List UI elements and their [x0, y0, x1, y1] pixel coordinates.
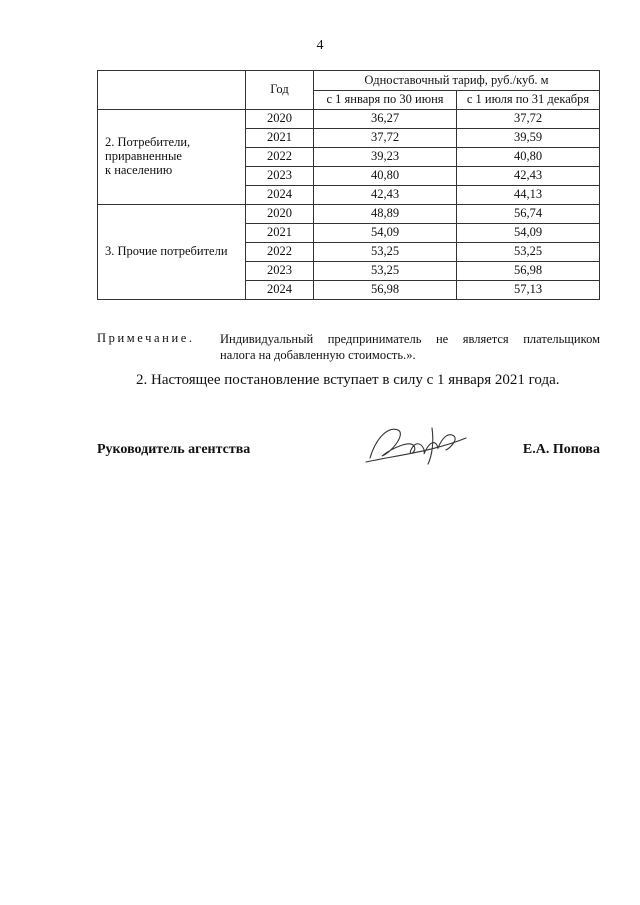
year-cell: 2021: [246, 224, 314, 243]
table-row: [98, 110, 600, 129]
consumer-group-label: [98, 205, 246, 300]
table-row: [98, 205, 600, 224]
tariff-h2-cell: 56,74: [457, 205, 600, 224]
year-cell: 2020: [246, 110, 314, 129]
note-line-2: налога на добавленную стоимость.».: [220, 348, 416, 363]
tariff-h1-cell: 56,98: [314, 281, 457, 300]
tariff-h2-cell: 44,13: [457, 186, 600, 205]
consumer-group-label-line: к населению: [105, 162, 173, 177]
year-cell: 2023: [246, 262, 314, 281]
year-cell: 2024: [246, 186, 314, 205]
header-empty-cell: [98, 71, 246, 110]
year-cell: 2024: [246, 281, 314, 300]
tariff-table: [97, 70, 600, 300]
tariff-h2-cell: 56,98: [457, 262, 600, 281]
year-cell: 2020: [246, 205, 314, 224]
tariff-h2-cell: 40,80: [457, 148, 600, 167]
header-year: Год: [246, 71, 314, 110]
note-text: [220, 331, 600, 364]
header-period-1: с 1 января по 30 июня: [314, 91, 457, 110]
tariff-h1-cell: 40,80: [314, 167, 457, 186]
tariff-h1-cell: 53,25: [314, 262, 457, 281]
clause-text: 2. Настоящее постановление вступает в силу с 1 января 2021 года.: [136, 372, 560, 388]
tariff-h1-cell: 53,25: [314, 243, 457, 262]
header-tariff: Одноставочный тариф, руб./куб. м: [314, 71, 600, 91]
tariff-h2-cell: 53,25: [457, 243, 600, 262]
year-cell: 2021: [246, 129, 314, 148]
tariff-h1-cell: 37,72: [314, 129, 457, 148]
tariff-h2-cell: 42,43: [457, 167, 600, 186]
tariff-h1-cell: 39,23: [314, 148, 457, 167]
year-cell: 2022: [246, 148, 314, 167]
signatory-title: Руководитель агентства: [97, 442, 251, 457]
table-header-row: [98, 71, 600, 91]
note-line-1: Индивидуальный предприниматель не является плательщиком: [220, 332, 600, 346]
consumer-group-label: [98, 110, 246, 205]
consumer-group-label-line: 3. Прочие потребители: [105, 244, 228, 259]
tariff-h1-cell: 48,89: [314, 205, 457, 224]
tariff-h1-cell: 36,27: [314, 110, 457, 129]
page-number: 4: [316, 38, 324, 53]
tariff-h1-cell: 42,43: [314, 186, 457, 205]
consumer-group-label-line: 2. Потребители,: [105, 135, 191, 150]
consumer-group-label-line: приравненные: [105, 149, 182, 164]
tariff-h2-cell: 39,59: [457, 129, 600, 148]
signature-image: [362, 418, 472, 468]
tariff-h2-cell: 37,72: [457, 110, 600, 129]
header-period-2: с 1 июля по 31 декабря: [457, 91, 600, 110]
tariff-h1-cell: 54,09: [314, 224, 457, 243]
note-label: Примечание.: [97, 331, 195, 345]
year-cell: 2023: [246, 167, 314, 186]
signatory-name: Е.А. Попова: [522, 442, 600, 457]
tariff-h2-cell: 57,13: [457, 281, 600, 300]
tariff-h2-cell: 54,09: [457, 224, 600, 243]
year-cell: 2022: [246, 243, 314, 262]
